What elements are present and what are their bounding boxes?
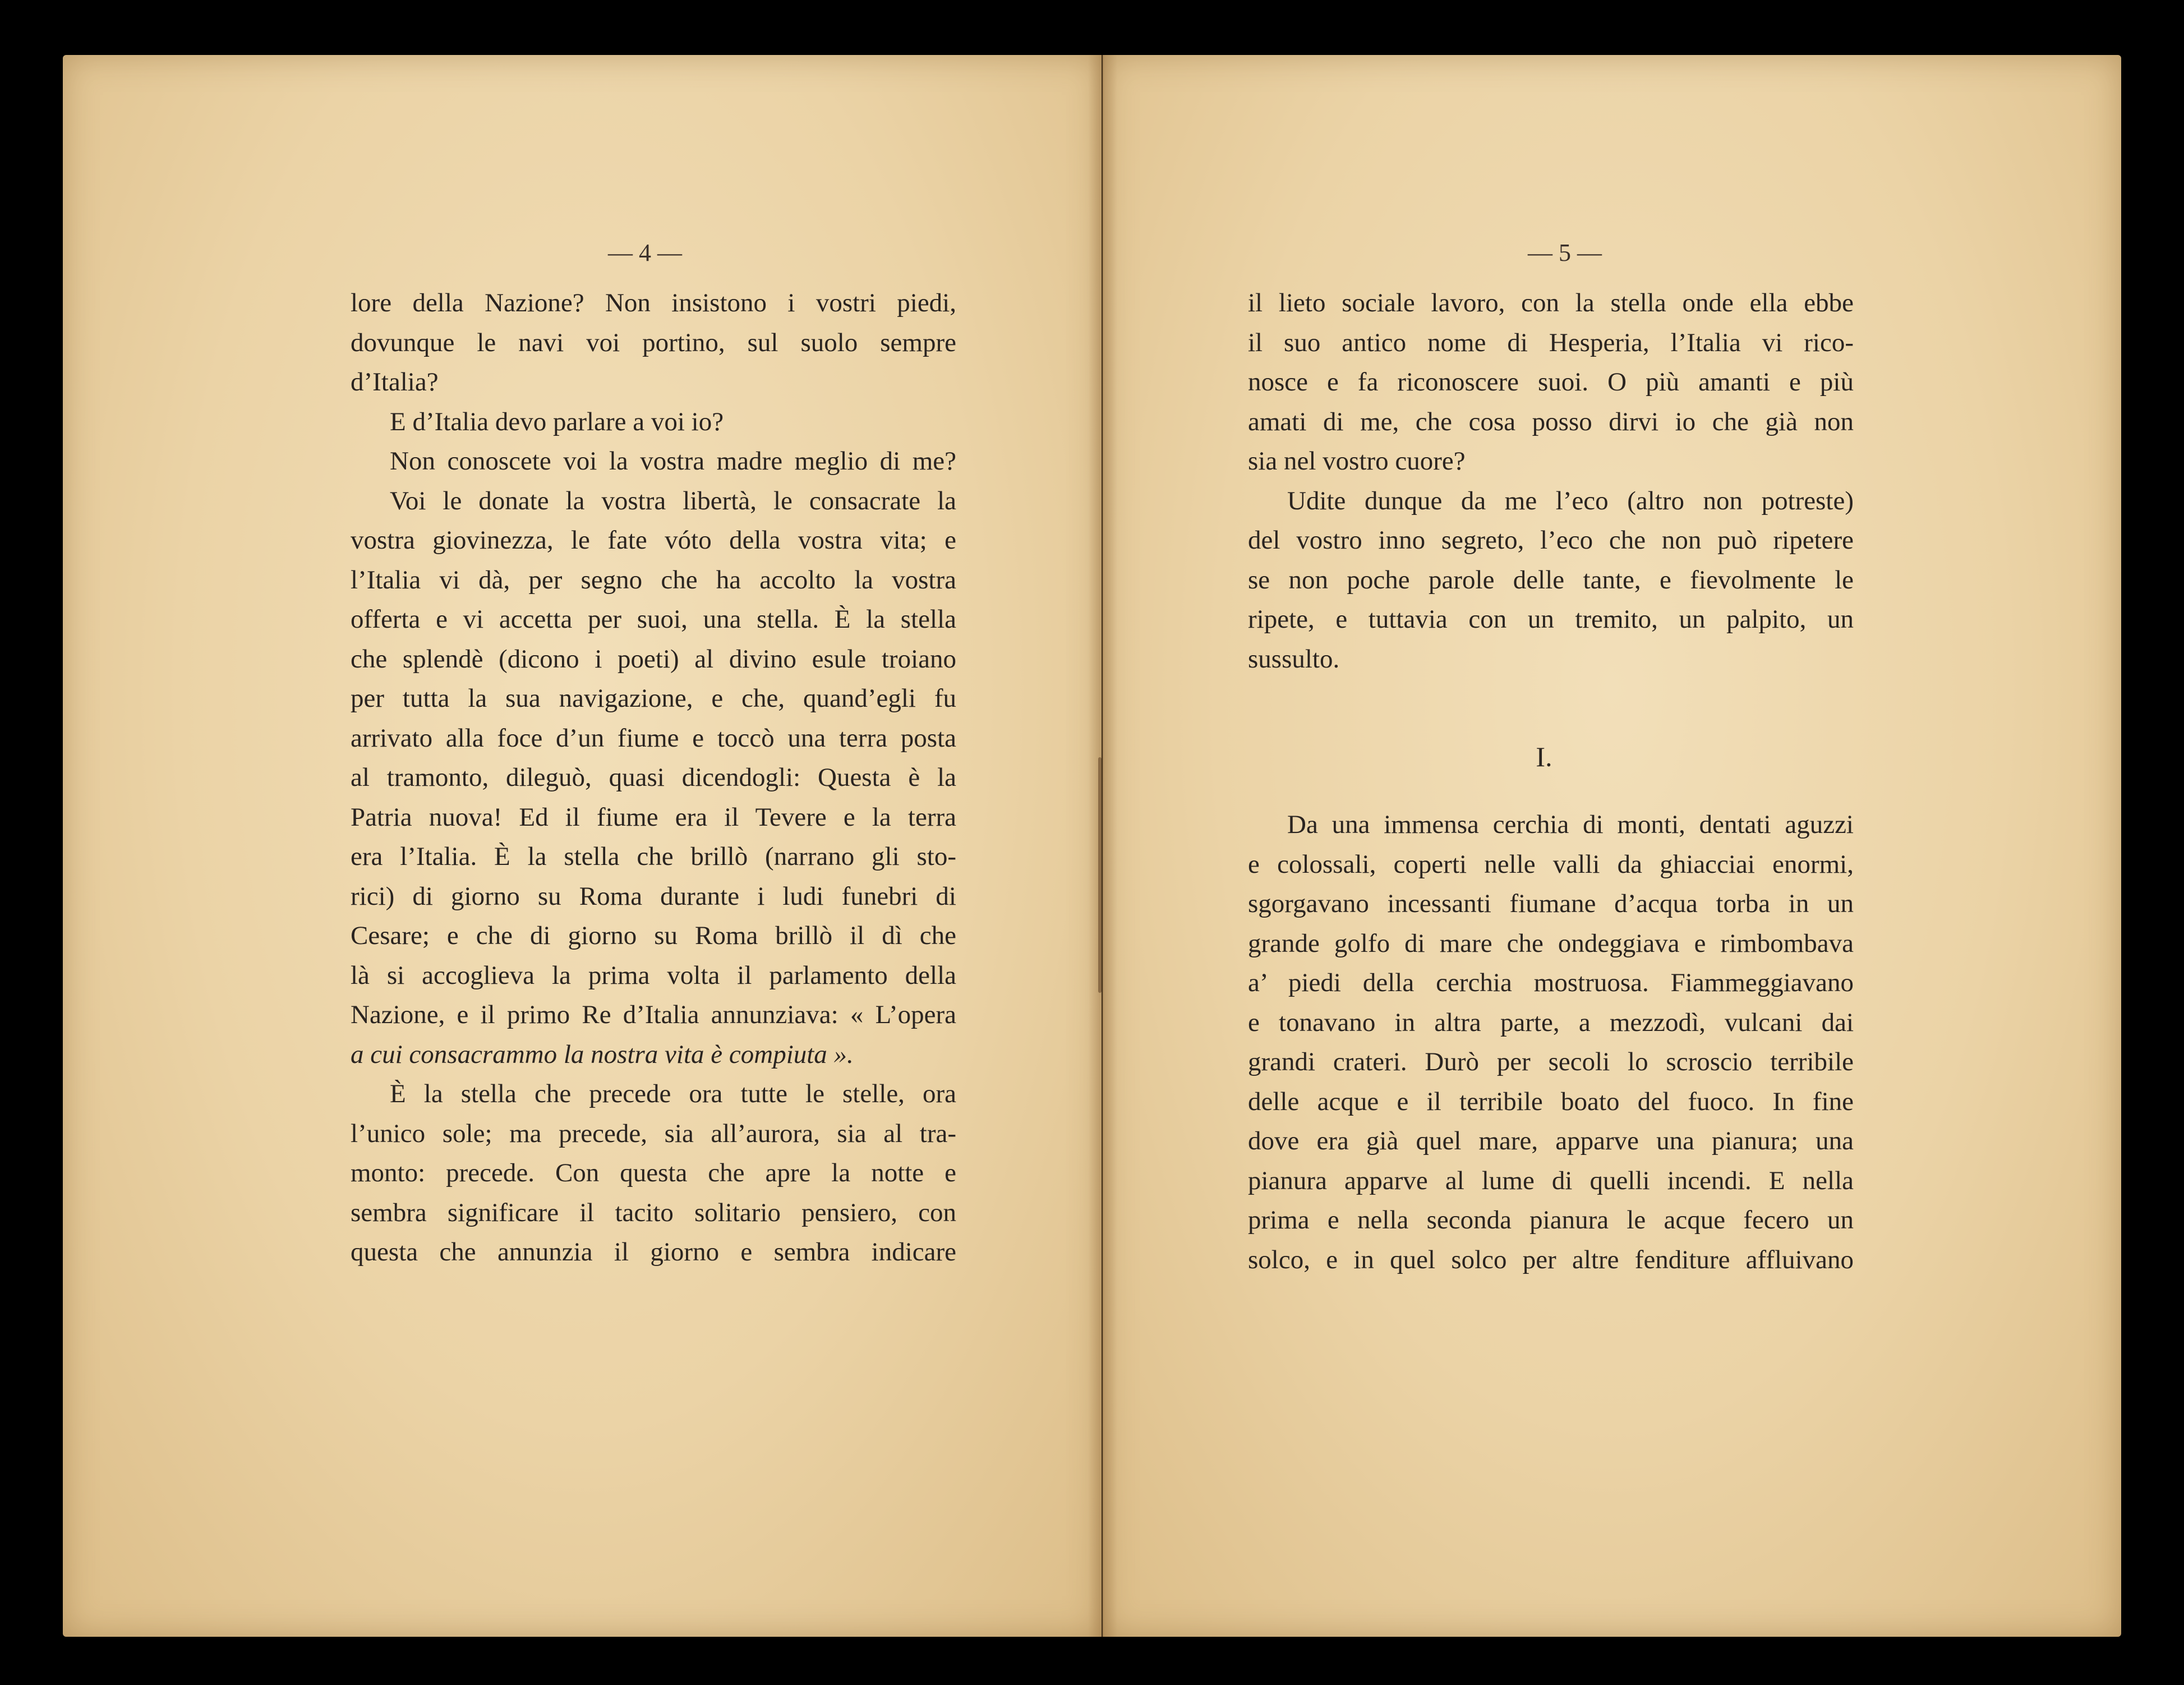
text-line: sembra significare il tacito solitario pensiero, con: [351, 1198, 956, 1227]
binding-stitch: [1098, 757, 1102, 993]
text-line: e tonavano in altra parte, a mezzodì, vulcani dai: [1248, 1007, 1854, 1037]
text-line: questa che annunzia il giorno e sembra indicare: [351, 1237, 956, 1267]
book-gutter: [1088, 55, 1117, 1637]
text-line: offerta e vi accetta per suoi, una stella. È la stella: [351, 605, 956, 634]
text-line: arrivato alla foce d’un fiume e toccò una terra posta: [351, 723, 956, 753]
text-line: d’Italia?: [351, 367, 439, 397]
right-page-text-bottom: [1248, 805, 1854, 1279]
text-line: Non conoscete voi la vostra madre meglio di me?: [390, 446, 956, 476]
text-line: il suo antico nome di Hesperia, l’Italia vi rico-: [1248, 328, 1854, 357]
text-line: prima e nella seconda pianura le acque fecero un: [1248, 1205, 1854, 1235]
text-line: amati di me, che cosa posso dirvi io che già non: [1248, 407, 1854, 436]
text-line: Udite dunque da me l’eco (altro non potreste): [1287, 486, 1854, 515]
text-line: del vostro inno segreto, l’eco che non può ripetere: [1248, 526, 1854, 555]
text-line: pianura apparve al lume di quelli incendi. E nella: [1248, 1166, 1854, 1195]
text-line: Voi le donate la vostra libertà, le consacrate la: [390, 486, 956, 515]
text-line: il lieto sociale lavoro, con la stella onde ella ebbe: [1248, 288, 1854, 317]
text-line: dovunque le navi voi portino, sul suolo sempre: [351, 328, 956, 357]
text-line: vostra giovinezza, le fate vóto della vostra vita; e: [351, 526, 956, 555]
text-line: sussulto.: [1248, 644, 1340, 674]
text-line: monto: precede. Con questa che apre la notte e: [351, 1158, 956, 1187]
text-line: che splendè (dicono i poeti) al divino esule troiano: [351, 644, 956, 674]
text-line: e colossali, coperti nelle valli da ghiacciai enormi,: [1248, 849, 1854, 879]
text-line: Nazione, e il primo Re d’Italia annunziava: « L’opera: [351, 1000, 956, 1029]
text-line: l’unico sole; ma precede, sia all’aurora, sia al tra-: [351, 1118, 956, 1148]
text-line: sia nel vostro cuore?: [1248, 446, 1466, 476]
text-line: là si accoglieva la prima volta il parlamento della: [351, 960, 956, 990]
text-line: E d’Italia devo parlare a voi io?: [390, 407, 724, 436]
text-line: solco, e in quel solco per altre fenditure affluivano: [1248, 1245, 1854, 1274]
text-line: nosce e fa riconoscere suoi. O più amanti e più: [1248, 367, 1854, 397]
text-line: dove era già quel mare, apparve una pianura; una: [1248, 1126, 1854, 1155]
page-number-right: — 5 —: [1528, 239, 1602, 266]
text-line: ripete, e tuttavia con un tremito, un palpito, un: [1248, 605, 1854, 634]
right-page-text-top: [1248, 283, 1854, 679]
text-line-italic-quote: a cui consacrammo la nostra vita è compiuta ».: [351, 1039, 854, 1069]
text-line: grande golfo di mare che ondeggiava e rimbombava: [1248, 928, 1854, 958]
text-line: l’Italia vi dà, per segno che ha accolto la vostra: [351, 565, 956, 595]
section-heading: I.: [1536, 741, 1552, 772]
text-line: a’ piedi della cerchia mostruosa. Fiammeggiavano: [1248, 968, 1854, 997]
text-line: grandi crateri. Durò per secoli lo scroscio terribile: [1248, 1047, 1854, 1076]
text-line: era l’Italia. È la stella che brillò (narrano gli sto-: [351, 842, 956, 871]
page-number-left: — 4 —: [608, 239, 682, 266]
left-page-text: [351, 283, 956, 1272]
text-line: rici) di giorno su Roma durante i ludi funebri di: [351, 881, 956, 911]
text-line: sgorgavano incessanti fiumane d’acqua torba in un: [1248, 889, 1854, 918]
text-line: delle acque e il terribile boato del fuoco. In fine: [1248, 1086, 1854, 1116]
text-line: per tutta la sua navigazione, e che, quand’egli fu: [351, 684, 956, 713]
text-line: Patria nuova! Ed il fiume era il Tevere e la terra: [351, 802, 956, 832]
text-line: lore della Nazione? Non insistono i vostri piedi,: [351, 288, 956, 317]
text-line: Da una immensa cerchia di monti, dentati aguzzi: [1287, 810, 1854, 839]
text-line: se non poche parole delle tante, e fievolmente le: [1248, 565, 1854, 595]
text-line: È la stella che precede ora tutte le stelle, ora: [390, 1079, 956, 1108]
text-line: al tramonto, dileguò, quasi dicendogli: Questa è la: [351, 763, 956, 792]
text-line: Cesare; e che di giorno su Roma brillò il dì che: [351, 921, 956, 950]
